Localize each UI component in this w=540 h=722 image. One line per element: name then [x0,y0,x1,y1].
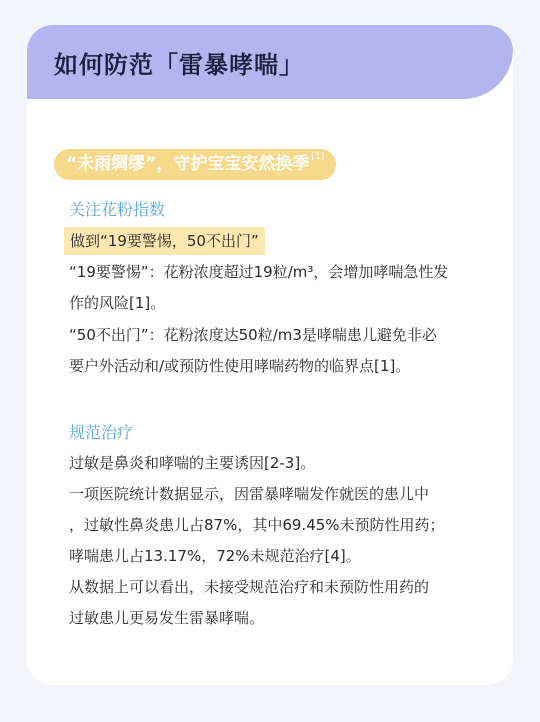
subtitle-text: “未雨绸缪”，守护宝宝安然换季 [66,154,310,174]
paragraph-line: 一项医院统计数据显示，因雷暴哮喘发作就医的患儿中 [69,485,430,503]
paragraph-line: “19要警惕”：花粉浓度超过19粒/m³，会增加哮喘急性发 [69,263,449,281]
paragraph-line: 过敏患儿更易发生雷暴哮喘。 [69,609,265,627]
paragraph-line: 过敏是鼻炎和哮喘的主要诱因[2-3]。 [69,454,316,472]
paragraph-line: 从数据上可以看出，未接受规范治疗和未预防性用药的 [69,578,430,596]
page-title: 如何防范「雷暴哮喘」 [54,51,304,79]
section-title-pollen: 关注花粉指数 [69,200,166,219]
subtitle-reference: [1] [311,152,325,162]
section-title-treatment: 规范治疗 [69,423,134,442]
paragraph-line: 哮喘患儿占13.17%，72%未规范治疗[4]。 [69,547,361,565]
paragraph-line: ，过敏性鼻炎患儿占87%，其中69.45%未预防性用药； [69,516,445,534]
header-banner [27,25,513,99]
highlight-rule: 做到“19要警惕，50不出门” [64,227,265,255]
paragraph-line: 要户外活动和/或预防性使用哮喘药物的临界点[1]。 [69,357,411,375]
paragraph-line: “50不出门”：花粉浓度达50粒/m3是哮喘患儿避免非必 [69,326,437,344]
content-card [27,25,513,685]
paragraph-line: 作的风险[1]。 [69,294,166,312]
subtitle-pill [54,149,336,180]
